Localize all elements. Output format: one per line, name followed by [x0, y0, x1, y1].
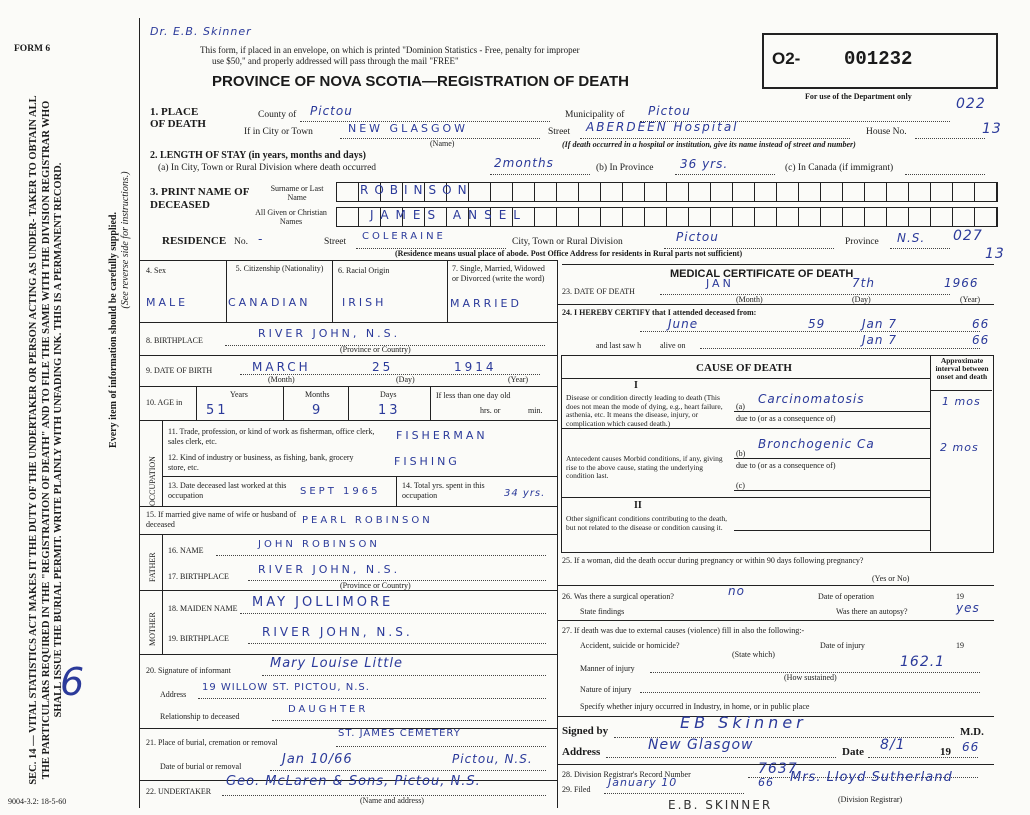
hospital-note: (If death occurred in a hospital or institution, give its name instead of street and number) [562, 140, 856, 149]
alive-date: Jan 7 [862, 333, 897, 347]
grid-cell [601, 183, 623, 201]
findings-label: State findings [580, 607, 625, 616]
grid-cell [557, 208, 579, 226]
surname-value: ROBINSON [360, 183, 473, 197]
dod-month-sublabel: (Month) [736, 295, 763, 304]
footer-code: 9004-3.2: 18-5-60 [8, 797, 67, 806]
surname-label: Surname or Last Name [270, 184, 324, 202]
grid-cell [337, 208, 359, 226]
dept-use-label: For use of the Department only [805, 92, 912, 101]
days-value: 13 [378, 403, 401, 418]
certify-label: 24. I HEREBY CERTIFY that I attended deceased from: [562, 308, 757, 317]
grid-cell [733, 208, 755, 226]
occ-13-label: 13. Date deceased last worked at this occupation [168, 481, 287, 500]
nature-label: Nature of injury [580, 685, 632, 694]
filed-label: 29. Filed [562, 785, 591, 794]
cert-from-month: June [668, 317, 699, 331]
accident-label: Accident, suicide or homicide? [580, 641, 680, 650]
grid-cell [645, 208, 667, 226]
grid-cell [821, 208, 843, 226]
cause-b-value: Bronchogenic Ca [758, 437, 875, 451]
spouse-label: 15. If married give name of wife or husband of deceased [146, 510, 297, 529]
due-to-1: due to (or as a consequence of) [736, 414, 836, 423]
dod-year-sublabel: (Year) [960, 295, 981, 304]
city-value: NEW GLASGOW [348, 122, 469, 135]
relationship-label: Relationship to deceased [160, 712, 240, 721]
residence-label: RESIDENCE [162, 235, 227, 247]
grid-cell [711, 208, 733, 226]
cert-from-year: 59 [808, 317, 826, 331]
sex-label: 4. Sex [146, 266, 166, 275]
grid-cell [645, 183, 667, 201]
burial-place-label: 21. Place of burial, cremation or removal [146, 738, 278, 747]
cert-to-year: 66 [972, 317, 990, 331]
months-value: 9 [312, 403, 324, 418]
res-city-label: City, Town or Rural Division [512, 237, 623, 247]
residence-note: (Residence means usual place of abode. Post Office Address for residents in Rural parts not sufficient) [395, 249, 743, 258]
dob-month-sublabel: (Month) [268, 375, 295, 384]
stay-label: 2. LENGTH OF STAY (in years, months and days) [150, 150, 366, 161]
grid-cell [975, 183, 997, 201]
dod-month: JAN [706, 277, 734, 290]
roman-one: I [634, 380, 638, 391]
alive-on-label: alive on [660, 341, 686, 350]
spouse-value: PEARL ROBINSON [302, 515, 433, 526]
occ-14-label: 14. Total yrs. spent in this occupation [402, 481, 485, 500]
q26-label: 26. Was there a surgical operation? [562, 592, 674, 601]
min-label: min. [528, 406, 543, 415]
res-prov-value: N.S. [897, 231, 926, 245]
grid-cell [975, 208, 997, 226]
reg-number: 001232 [844, 48, 913, 70]
mother-bp-label: 19. BIRTHPLACE [168, 634, 229, 643]
grid-cell [865, 208, 887, 226]
grid-cell [799, 183, 821, 201]
days-label: Days [380, 390, 397, 399]
skinner-stamp: E.B. SKINNER [668, 798, 773, 812]
informant-signature: Mary Louise Little [270, 656, 403, 671]
father-bp-label: 17. BIRTHPLACE [168, 572, 229, 581]
months-label: Months [305, 390, 330, 399]
race-label: 6. Racial Origin [338, 266, 390, 275]
birthplace-value: RIVER JOHN, N.S. [258, 327, 401, 340]
notice-line-2: use $50," and properly addressed will pass through the mail "FREE" [212, 56, 459, 66]
grid-cell [689, 208, 711, 226]
name-label: 3. PRINT NAME OF DECEASED [150, 186, 249, 211]
race-value: IRISH [342, 296, 387, 309]
marital-value: MARRIED [450, 297, 522, 310]
registrar-sublabel: (Division Registrar) [838, 795, 903, 804]
medical-title: MEDICAL CERTIFICATE OF DEATH [670, 268, 854, 280]
sex-value: MALE [146, 296, 189, 309]
grid-cell [513, 183, 535, 201]
undertaker-label: 22. UNDERTAKER [146, 787, 212, 796]
date-19: 19 [940, 746, 951, 758]
less-than-day-label: If less than one day old [436, 391, 511, 400]
relationship-value: DAUGHTER [288, 704, 369, 715]
reg-prefix: O2- [772, 49, 801, 68]
interval-label: Approximate interval between onset and death [935, 356, 989, 381]
res-no-label: No. [234, 237, 248, 247]
code-2: 13 [982, 121, 1002, 137]
code-1: 022 [956, 96, 986, 112]
hrs-label: hrs. or [480, 406, 501, 415]
grid-cell [733, 183, 755, 201]
stay-a-value: 2months [494, 156, 554, 170]
grid-cell [909, 208, 931, 226]
grid-cell [689, 183, 711, 201]
q25-label: 25. If a woman, did the death occur during pregnancy or within 90 days following pregnancy? [562, 556, 864, 565]
alive-year: 66 [972, 333, 990, 347]
occ-12-label: 12. Kind of industry or business, as fishing, bank, grocery store, etc. [168, 453, 354, 472]
dob-year: 1914 [454, 360, 497, 374]
occ-11-value: FISHERMAN [396, 429, 488, 442]
given-value: JAMES ANSEL [370, 208, 527, 222]
autopsy-value: yes [956, 601, 980, 615]
record-number-value: 7637 [758, 761, 798, 777]
birthplace-label: 8. BIRTHPLACE [146, 336, 203, 345]
state-which: (State which) [732, 650, 775, 659]
grid-cell [667, 183, 689, 201]
res-street-label: Street [324, 237, 347, 247]
form-number: FORM 6 [14, 44, 51, 54]
dob-day: 25 [372, 360, 394, 374]
occ-13-value: SEPT 1965 [300, 486, 381, 497]
informant-address-label: Address [160, 690, 187, 699]
cause-c-label: (c) [736, 481, 745, 490]
grid-cell [535, 208, 557, 226]
q26-value: no [728, 584, 745, 598]
last-saw-label: and last saw h [596, 341, 642, 350]
md-label: M.D. [960, 726, 984, 738]
father-name-value: JOHN ROBINSON [258, 539, 380, 550]
grid-cell [755, 183, 777, 201]
signed-value: EB Skinner [680, 713, 807, 732]
marital-label: 7. Single, Married, Widowed or Divorced (write the word) [452, 264, 545, 283]
grid-cell [909, 183, 931, 201]
undertaker-value: Geo. McLaren & Sons, Pictou, N.S. [226, 774, 481, 789]
burial-date-label: Date of burial or removal [160, 762, 242, 771]
mother-name-value: MAY JOLLIMORE [252, 595, 394, 610]
burial-date-value: Jan 10/66 [282, 752, 353, 767]
age-label: 10. AGE in [146, 398, 183, 407]
stay-c-label: (c) In Canada (if immigrant) [785, 163, 894, 173]
occupation-vlabel: OCCUPATION [148, 456, 157, 506]
undertaker-sublabel: (Name and address) [360, 796, 424, 805]
burial-place-value: ST. JAMES CEMETERY [338, 728, 461, 739]
code-4: 13 [985, 246, 1005, 262]
dod-year: 1966 [944, 276, 979, 290]
cert-to-month: Jan 7 [862, 317, 897, 331]
registration-number-box [762, 33, 998, 89]
dod-day: 7th [852, 276, 875, 290]
due-to-2: due to (or as a consequence of) [736, 461, 836, 470]
operation-date-label: Date of operation [818, 592, 874, 601]
grid-cell [667, 208, 689, 226]
grid-cell [931, 183, 953, 201]
res-prov-label: Province [845, 237, 879, 247]
grid-cell [711, 183, 733, 201]
father-bp-value: RIVER JOHN, N.S. [258, 563, 401, 576]
city-label: If in City or Town [244, 127, 313, 137]
citizenship-label: 5. Citizenship (Nationality) [235, 264, 324, 273]
q25-yes-no: (Yes or No) [872, 574, 910, 583]
informant-sig-label: 20. Signature of informant [146, 666, 231, 675]
date-year: 66 [962, 740, 980, 754]
how-sustained: (How sustained) [784, 673, 837, 682]
stay-b-value: 36 yrs. [680, 157, 729, 171]
manner-value: 162.1 [900, 654, 946, 670]
grid-cell [535, 183, 557, 201]
father-vlabel: FATHER [148, 552, 157, 582]
father-bp-sublabel: (Province or Country) [340, 581, 411, 590]
dod-label: 23. DATE OF DEATH [562, 287, 635, 296]
citizenship-value: CANADIAN [228, 296, 311, 309]
disease-label: Disease or condition directly leading to death (This does not mean the mode of dying, e.g., heart failure, asthenia, etc. It means the disease, injury, or complication which caused death.) [566, 393, 723, 428]
registrar-signature: Mrs. Lloyd Sutherland [790, 770, 953, 785]
stay-b-label: (b) In Province [596, 163, 654, 173]
municipality-value: Pictou [648, 104, 691, 118]
house-label: House No. [866, 127, 907, 137]
dod-day-sublabel: (Day) [852, 295, 871, 304]
filed-value: January 10 [608, 776, 678, 789]
grid-cell [601, 208, 623, 226]
grid-cell [755, 208, 777, 226]
address-label: Address [562, 746, 601, 758]
county-value: Pictou [310, 104, 353, 118]
q27-label: 27. If death was due to external causes (violence) fill in also the following:- [562, 626, 805, 635]
county-label: County of [258, 110, 297, 120]
record-number-label: 28. Division Registrar's Record Number [562, 770, 691, 779]
grid-cell [579, 208, 601, 226]
mother-vlabel: MOTHER [148, 612, 157, 646]
skinner-top: Dr. E.B. Skinner [150, 25, 252, 38]
code-3: 027 [953, 228, 983, 244]
cause-a-interval: 1 mos [942, 395, 981, 408]
cause-b-interval: 2 mos [940, 441, 979, 454]
grid-cell [887, 208, 909, 226]
side-law-text: SEC. 14 — VITAL STATISTICS ACT MAKES IT THE DUTY OF THE UNDERTAKER OR PERSON ACTING AS UNDER- TAKER TO OBTAIN ALL THE PARTICULARS REQUIRED IN THE "REGISTRATION OF DEATH" AND TO FILE THE SAME WITH THE DIVISION REGISTRAR WHO SHALL ISSUE THE BURIAL PERMIT. WRITE PLAINLY WITH UNFADING INK. THIS IS A PERMANENT RECORD. [28, 95, 64, 785]
grid-cell [777, 208, 799, 226]
frame-left [139, 18, 140, 808]
side-mark: 6 [60, 660, 86, 704]
place-label: 1. PLACE OF DEATH [150, 106, 206, 130]
autopsy-label: Was there an autopsy? [836, 607, 908, 616]
stay-a-label: (a) In City, Town or Rural Division where death occurred [158, 163, 377, 173]
occ-12-value: FISHING [394, 455, 460, 468]
grid-cell [623, 183, 645, 201]
filed-year: 66 [758, 776, 774, 789]
mother-bp-value: RIVER JOHN, N.S. [262, 625, 413, 639]
informant-address-value: 19 WILLOW ST. PICTOU, N.S. [202, 682, 370, 693]
father-name-label: 16. NAME [168, 546, 204, 555]
side-supply-text: Every item of information should be carefully supplied. [108, 212, 119, 448]
dob-day-sublabel: (Day) [396, 375, 415, 384]
antecedent-label: Antecedent causes Morbid conditions, if any, giving rise to the above cause, stating the underlying condition last. [566, 454, 723, 480]
grid-cell [491, 183, 513, 201]
roman-two: II [634, 500, 642, 511]
occ-11-label: 11. Trade, profession, or kind of work as fisherman, office clerk, sales clerk, etc. [168, 427, 375, 446]
notice-line-1: This form, if placed in an envelope, on which is printed "Dominion Statistics - Free, penalty for improper [200, 45, 580, 55]
dob-year-sublabel: (Year) [508, 375, 529, 384]
grid-cell [887, 183, 909, 201]
years-value: 51 [206, 403, 229, 418]
mother-name-label: 18. MAIDEN NAME [168, 604, 238, 613]
grid-cell [953, 183, 975, 201]
signed-label: Signed by [562, 725, 609, 737]
municipality-label: Municipality of [565, 110, 625, 120]
grid-cell [821, 183, 843, 201]
grid-cell [931, 208, 953, 226]
operation-date-19: 19 [956, 592, 964, 601]
burial-location-value: Pictou, N.S. [452, 752, 533, 766]
cause-title: CAUSE OF DEATH [696, 362, 792, 374]
date-value: 8/1 [880, 737, 906, 753]
dob-label: 9. DATE OF BIRTH [146, 366, 213, 375]
manner-label: Manner of injury [580, 664, 635, 673]
grid-cell [623, 208, 645, 226]
dob-month: MARCH [252, 360, 311, 374]
grid-cell [865, 183, 887, 201]
grid-cell [777, 183, 799, 201]
city-name-sublabel: (Name) [430, 139, 455, 148]
date-label: Date [842, 746, 864, 758]
form-title: PROVINCE OF NOVA SCOTIA—REGISTRATION OF DEATH [212, 73, 629, 90]
grid-cell [843, 208, 865, 226]
grid-cell [579, 183, 601, 201]
other-conditions-label: Other significant conditions contributing to the death, but not related to the disease or condition causing it. [566, 514, 728, 532]
years-label: Years [230, 390, 248, 399]
grid-cell [557, 183, 579, 201]
cause-a-value: Carcinomatosis [758, 392, 865, 406]
side-reverse-text: (See reverse side for instructions.) [120, 171, 131, 309]
cause-a-label: (a) [736, 402, 745, 411]
medical-header [562, 264, 994, 285]
grid-cell [337, 183, 359, 201]
grid-cell [799, 208, 821, 226]
street-value: ABERDEEN Hospital [586, 120, 739, 134]
injury-date-19: 19 [956, 641, 964, 650]
address-value: New Glasgow [648, 737, 754, 753]
res-no-value: - [258, 232, 264, 246]
cause-b-label: (b) [736, 449, 746, 458]
grid-cell [843, 183, 865, 201]
given-label: All Given or Christian Names [255, 208, 327, 226]
birthplace-sublabel: (Province or Country) [340, 345, 411, 354]
injury-date-label: Date of injury [820, 641, 865, 650]
specify-label: Specify whether injury occurred in Industry, in home, or in public place [580, 702, 810, 711]
grid-cell [953, 208, 975, 226]
res-city-value: Pictou [676, 230, 719, 244]
occ-14-value: 34 yrs. [504, 488, 546, 499]
street-label: Street [548, 127, 571, 137]
res-street-value: COLERAINE [362, 231, 446, 242]
